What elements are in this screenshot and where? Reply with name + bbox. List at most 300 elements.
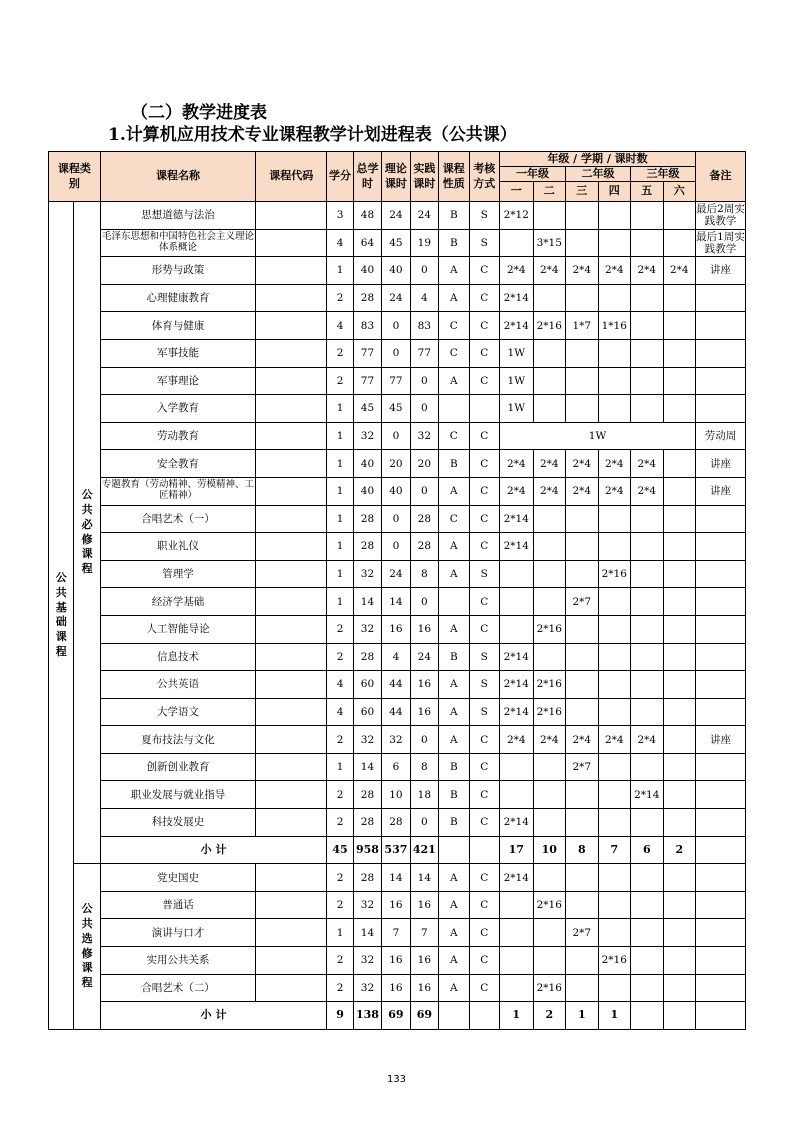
course-code [256,312,327,340]
course-theory-hours: 0 [382,533,410,561]
course-term-4: 2*4 [598,257,631,285]
course-total-hours: 64 [353,229,381,257]
course-remark: 讲座 [696,450,746,478]
course-name: 夏布技法与文化 [100,726,255,754]
course-practice-hours: 0 [410,809,438,837]
course-term-4 [598,891,631,919]
course-name: 党史国史 [100,864,255,892]
course-name: 职业礼仪 [100,533,255,561]
course-term-3 [566,781,599,809]
course-practice-hours: 16 [410,947,438,975]
course-name: 职业发展与就业指导 [100,781,255,809]
course-name: 人工智能导论 [100,615,255,643]
course-code [256,726,327,754]
course-exam: C [469,753,499,781]
table-row [49,505,746,533]
table-row [49,588,746,616]
course-practice-hours: 20 [410,450,438,478]
course-term-6 [663,974,696,1002]
course-term-6 [663,395,696,423]
course-term-5 [631,947,664,975]
course-credit: 1 [327,395,353,423]
course-name: 实用公共关系 [100,947,255,975]
course-nature: A [439,615,469,643]
subtotal-theory-hours: 69 [382,1002,410,1030]
course-term-2 [533,560,566,588]
course-credit: 2 [327,726,353,754]
header-term-1: 一 [500,182,534,202]
course-term-5 [631,864,664,892]
course-practice-hours: 19 [410,229,438,257]
course-code [256,698,327,726]
course-remark [696,753,746,781]
course-term-4 [598,588,631,616]
course-nature [439,395,469,423]
course-theory-hours: 7 [382,919,410,947]
course-total-hours: 77 [353,367,381,395]
course-term-1: 2*4 [500,477,534,505]
course-term-6 [663,450,696,478]
course-term-6 [663,671,696,699]
course-theory-hours: 40 [382,477,410,505]
course-name: 创新创业教育 [100,753,255,781]
course-term-3 [566,643,599,671]
course-nature: B [439,202,469,230]
header-year-2: 二年级 [566,167,631,182]
course-remark: 讲座 [696,726,746,754]
header-practice-hours: 实践课时 [410,152,438,202]
subtotal-practice-hours: 421 [410,836,438,864]
table-title: 1.计算机应用技术专业课程教学计划进程表（公共课） [108,125,517,145]
course-code [256,919,327,947]
table-row [49,974,746,1002]
table-row [49,560,746,588]
subtotal-term-2: 2 [533,1002,566,1030]
course-nature: C [439,505,469,533]
course-term-1 [500,753,534,781]
course-practice-hours: 16 [410,891,438,919]
subtotal-total-hours: 138 [353,1002,381,1030]
course-name: 专题教育（劳动精神、劳模精神、工匠精神） [100,477,255,505]
header-credit: 学分 [327,152,353,202]
course-term-3 [566,974,599,1002]
course-nature: C [439,339,469,367]
course-term-5 [631,505,664,533]
course-term-2: 2*4 [533,257,566,285]
course-term-3 [566,395,599,423]
course-total-hours: 28 [353,809,381,837]
course-remark [696,698,746,726]
course-remark: 讲座 [696,477,746,505]
course-term-1 [500,891,534,919]
course-term-5 [631,974,664,1002]
course-practice-hours: 28 [410,505,438,533]
course-practice-hours: 4 [410,284,438,312]
course-remark: 劳动周 [696,422,746,450]
course-nature: A [439,671,469,699]
course-term-6 [663,615,696,643]
course-total-hours: 40 [353,257,381,285]
header-term-6: 六 [663,182,696,202]
course-exam: C [469,919,499,947]
course-term-3 [566,809,599,837]
course-theory-hours: 32 [382,726,410,754]
course-term-2 [533,367,566,395]
subtotal-theory-hours: 537 [382,836,410,864]
course-term-3: 2*4 [566,477,599,505]
course-term-1: 2*14 [500,643,534,671]
course-name: 合唱艺术（一） [100,505,255,533]
course-name: 演讲与口才 [100,919,255,947]
course-credit: 3 [327,202,353,230]
course-term-3 [566,533,599,561]
table-row [49,698,746,726]
course-name: 形势与政策 [100,257,255,285]
course-term-6 [663,284,696,312]
course-term-5 [631,643,664,671]
course-term-3: 2*7 [566,753,599,781]
course-theory-hours: 0 [382,422,410,450]
course-term-1: 2*14 [500,864,534,892]
course-exam: C [469,588,499,616]
course-exam: S [469,202,499,230]
course-remark [696,284,746,312]
header-remark: 备注 [696,152,746,202]
course-exam: C [469,726,499,754]
course-exam: S [469,698,499,726]
category-main-cell [49,202,74,1030]
course-theory-hours: 44 [382,698,410,726]
course-exam: C [469,257,499,285]
course-credit: 4 [327,671,353,699]
course-exam: S [469,643,499,671]
table-row [49,643,746,671]
course-practice-hours: 0 [410,367,438,395]
table-row [49,450,746,478]
course-remark [696,891,746,919]
table-row [49,339,746,367]
course-name: 体育与健康 [100,312,255,340]
course-term-4 [598,781,631,809]
table-row [49,891,746,919]
course-term-5: 2*4 [631,450,664,478]
course-credit: 1 [327,560,353,588]
course-credit: 1 [327,477,353,505]
course-nature: A [439,891,469,919]
course-term-1 [500,588,534,616]
subtotal-label: 小 计 [100,836,327,864]
course-term-6 [663,229,696,257]
course-remark [696,974,746,1002]
course-term-1: 1W [500,367,534,395]
course-exam: C [469,505,499,533]
header-term-3: 三 [566,182,599,202]
course-practice-hours: 0 [410,726,438,754]
course-term-2 [533,284,566,312]
course-practice-hours: 0 [410,588,438,616]
course-total-hours: 77 [353,339,381,367]
course-credit: 1 [327,588,353,616]
course-theory-hours: 40 [382,257,410,285]
course-total-hours: 14 [353,753,381,781]
course-term-3: 2*7 [566,588,599,616]
course-code [256,505,327,533]
course-term-6 [663,947,696,975]
course-term-2 [533,505,566,533]
header-exam-mode: 考核方式 [469,152,499,202]
table-row [49,395,746,423]
course-code [256,560,327,588]
course-nature: A [439,698,469,726]
course-credit: 2 [327,339,353,367]
course-term-1: 2*14 [500,809,534,837]
course-term-2: 2*4 [533,450,566,478]
table-row [49,422,746,450]
course-credit: 1 [327,505,353,533]
subtotal-term-5 [631,1002,664,1030]
course-term-3 [566,284,599,312]
course-term-2: 2*4 [533,726,566,754]
course-practice-hours: 7 [410,919,438,947]
course-code [256,395,327,423]
course-term-1: 2*12 [500,202,534,230]
course-term-4: 2*16 [598,560,631,588]
course-term-4 [598,284,631,312]
course-code [256,809,327,837]
course-name: 经济学基础 [100,588,255,616]
course-term-1 [500,781,534,809]
course-code [256,229,327,257]
subtotal-term-6: 2 [663,836,696,864]
course-practice-hours: 8 [410,560,438,588]
course-term-4 [598,974,631,1002]
course-term-6 [663,891,696,919]
subtotal-term-4: 7 [598,836,631,864]
course-term-6: 2*4 [663,257,696,285]
course-code [256,947,327,975]
header-term-2: 二 [533,182,566,202]
course-credit: 1 [327,450,353,478]
subtotal-term-3: 8 [566,836,599,864]
course-term-1: 2*14 [500,505,534,533]
course-term-2: 2*16 [533,974,566,1002]
course-code [256,643,327,671]
course-total-hours: 32 [353,560,381,588]
course-nature: B [439,450,469,478]
course-term-2: 2*16 [533,312,566,340]
table-row [49,257,746,285]
course-remark [696,533,746,561]
course-theory-hours: 24 [382,560,410,588]
course-theory-hours: 16 [382,891,410,919]
course-term-3 [566,202,599,230]
course-term-3: 1*7 [566,312,599,340]
table-row [49,671,746,699]
course-credit: 2 [327,284,353,312]
course-exam: C [469,422,499,450]
course-term-5 [631,560,664,588]
course-term-6 [663,588,696,616]
course-term-2 [533,781,566,809]
course-term-2 [533,339,566,367]
course-term-5: 2*4 [631,726,664,754]
subtotal-term-1: 1 [500,1002,534,1030]
course-term-6 [663,560,696,588]
course-theory-hours: 45 [382,395,410,423]
course-term-2 [533,395,566,423]
course-credit: 1 [327,257,353,285]
course-nature: B [439,809,469,837]
course-term-1 [500,947,534,975]
course-exam: S [469,560,499,588]
course-name: 思想道德与法治 [100,202,255,230]
course-term-2 [533,753,566,781]
course-term-1: 2*14 [500,533,534,561]
course-total-hours: 32 [353,615,381,643]
course-term-2: 2*16 [533,615,566,643]
course-term-1 [500,229,534,257]
header-category: 课程类别 [49,152,101,202]
course-nature: A [439,367,469,395]
course-total-hours: 40 [353,477,381,505]
course-practice-hours: 18 [410,781,438,809]
course-exam: C [469,367,499,395]
course-term-5: 2*4 [631,477,664,505]
course-total-hours: 28 [353,284,381,312]
course-term-3: 2*4 [566,450,599,478]
course-term-5 [631,284,664,312]
table-row [49,726,746,754]
subtotal-credit: 9 [327,1002,353,1030]
course-code [256,284,327,312]
table-row [49,615,746,643]
course-practice-hours: 32 [410,422,438,450]
course-term-3 [566,864,599,892]
course-practice-hours: 24 [410,643,438,671]
course-theory-hours: 45 [382,229,410,257]
course-term-span: 1W [500,422,696,450]
course-exam: C [469,450,499,478]
course-remark [696,395,746,423]
course-term-3 [566,505,599,533]
course-term-3 [566,891,599,919]
course-term-2 [533,809,566,837]
course-term-5 [631,753,664,781]
course-theory-hours: 4 [382,643,410,671]
course-term-5 [631,229,664,257]
course-term-5: 2*14 [631,781,664,809]
course-term-1: 2*4 [500,726,534,754]
course-term-3 [566,229,599,257]
course-name: 大学语文 [100,698,255,726]
course-practice-hours: 16 [410,974,438,1002]
course-term-1: 2*14 [500,284,534,312]
course-nature: A [439,284,469,312]
course-term-6 [663,753,696,781]
course-term-4 [598,339,631,367]
course-term-4 [598,202,631,230]
course-theory-hours: 28 [382,809,410,837]
course-name: 劳动教育 [100,422,255,450]
course-remark: 讲座 [696,257,746,285]
course-code [256,257,327,285]
subtotal-term-2: 10 [533,836,566,864]
course-total-hours: 45 [353,395,381,423]
course-total-hours: 28 [353,643,381,671]
course-plan-table [48,151,746,1030]
course-credit: 4 [327,229,353,257]
course-name: 军事技能 [100,339,255,367]
course-remark [696,809,746,837]
course-theory-hours: 10 [382,781,410,809]
course-term-2: 2*16 [533,671,566,699]
header-theory-hours: 理论课时 [382,152,410,202]
course-term-4 [598,919,631,947]
course-nature: A [439,726,469,754]
course-practice-hours: 16 [410,698,438,726]
course-term-1 [500,919,534,947]
course-name: 管理学 [100,560,255,588]
course-total-hours: 28 [353,505,381,533]
category-main-label: 公共基础课程 [55,570,67,659]
course-code [256,367,327,395]
course-remark [696,339,746,367]
course-term-3: 2*7 [566,919,599,947]
course-term-3: 2*4 [566,257,599,285]
header-year-1: 一年级 [500,167,566,182]
course-total-hours: 28 [353,533,381,561]
course-code [256,477,327,505]
course-theory-hours: 16 [382,974,410,1002]
category-sub-cell [74,202,100,864]
course-nature: A [439,974,469,1002]
course-credit: 2 [327,615,353,643]
course-nature: C [439,422,469,450]
course-term-4: 2*4 [598,726,631,754]
course-code [256,422,327,450]
course-term-1: 2*4 [500,257,534,285]
course-exam: S [469,671,499,699]
course-total-hours: 32 [353,726,381,754]
course-term-4 [598,367,631,395]
course-total-hours: 60 [353,671,381,699]
course-term-6 [663,919,696,947]
course-term-5 [631,891,664,919]
course-total-hours: 40 [353,450,381,478]
course-term-6 [663,698,696,726]
table-row [49,781,746,809]
subtotal-row [49,836,746,864]
course-credit: 2 [327,643,353,671]
subtotal-exam [469,1002,499,1030]
course-term-5 [631,671,664,699]
course-term-4 [598,809,631,837]
course-theory-hours: 14 [382,864,410,892]
course-exam: C [469,809,499,837]
course-total-hours: 60 [353,698,381,726]
subtotal-term-6 [663,1002,696,1030]
course-name: 公共英语 [100,671,255,699]
course-credit: 2 [327,809,353,837]
course-nature: A [439,919,469,947]
table-row [49,864,746,892]
course-name: 普通话 [100,891,255,919]
course-term-6 [663,781,696,809]
course-nature: A [439,947,469,975]
table-row [49,809,746,837]
course-term-3 [566,671,599,699]
course-term-4 [598,671,631,699]
